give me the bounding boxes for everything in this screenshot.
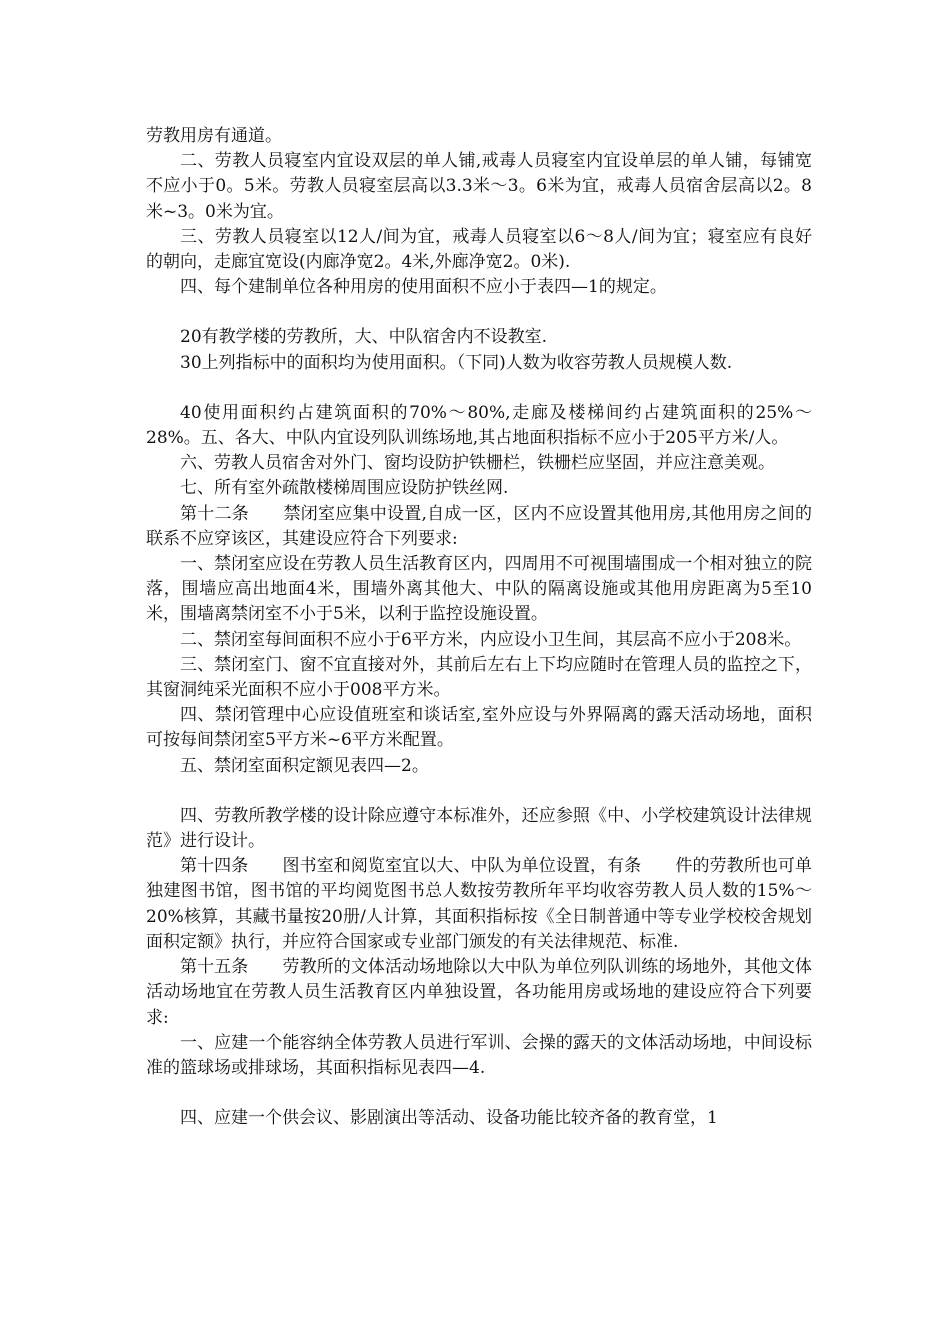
paragraph-3: 三、劳教人员寝室以12人/间为宜，戒毒人员寝室以6～8人/间为宜；寝室应有良好的朝向，走廊宜宽设(内廊净宽2。4米,外廊净宽2。0米). — [146, 226, 812, 273]
paragraph-10: 第十二条 禁闭室应集中设置,自成一区，区内不应设置其他用房,其他用房之间的联系不应穿该区，其建设应符合下列要求: — [146, 503, 812, 549]
paragraph-2: 二、劳教人员寝室内宜设双层的单人铺,戒毒人员寝室内宜设单层的单人铺，每铺宽不应小于0。5米。劳教人员寝室层高以3.3米～3。6米为宜，戒毒人员宿舍层高以2。8米~3。0米为宜。 — [146, 151, 812, 222]
paragraph-16: 四、劳教所教学楼的设计除应遵守本标准外，还应参照《中、小学校建筑设计法律规范》进行设计。 — [146, 805, 812, 852]
spacer — [146, 376, 812, 401]
paragraph-15: 五、禁闭室面积定额见表四—2。 — [180, 755, 429, 776]
paragraph-1: 劳教用房有通道。 — [146, 126, 282, 146]
paragraph-13: 三、禁闭室门、窗不宜直接对外，其前后左右上下均应随时在管理人员的监控之下，其窗洞纯采光面积不应小于008平方米。 — [146, 654, 812, 701]
paragraph-7: 40使用面积约占建筑面积的70%～80%,走廊及楼梯间约占建筑面积的25%～28%。五、各大、中队内宜设列队训练场地,其占地面积指标不应小于205平方米/人。 — [146, 402, 812, 449]
paragraph-11: 一、禁闭室应设在劳教人员生活教育区内，四周用不可视围墙围成一个相对独立的院落，围墙应高出地面4米，围墙外离其他大、中队的隔离设施或其他用房距离为5至10米，围墙离禁闭室不小于5米，以利于监控设施设置。 — [146, 554, 812, 625]
spacer — [146, 779, 812, 804]
paragraph-12: 二、禁闭室每间面积不应小于6平方米，内应设小卫生间，其层高不应小于208米。 — [180, 629, 802, 650]
paragraph-20: 四、应建一个供会议、影剧演出等活动、设备功能比较齐备的教育堂，1 — [180, 1108, 718, 1129]
paragraph-6: 30上列指标中的面积均为使用面积。（下同)人数为收容劳教人员规模人数. — [180, 352, 733, 373]
paragraph-14: 四、禁闭管理中心应设值班室和谈话室,室外应设与外界隔离的露天活动场地，面积可按每间禁闭室5平方米~6平方米配置。 — [146, 705, 812, 751]
paragraph-5: 20有教学楼的劳教所，大、中队宿舍内不设教室. — [180, 327, 548, 348]
paragraph-4: 四、每个建制单位各种用房的使用面积不应小于表四—1的规定。 — [180, 277, 667, 298]
spacer — [146, 300, 812, 325]
paragraph-9: 七、所有室外疏散楼梯周围应设防护铁丝网. — [180, 478, 509, 499]
paragraph-18: 第十五条 劳教所的文体活动场地除以大中队为单位列队训练的场地外，其他文体活动场地宜在劳教人员生活教育区内单独设置，各功能用房或场地的建设应符合下列要求: — [146, 957, 812, 1028]
paragraph-19: 一、应建一个能容纳全体劳教人员进行军训、会操的露天的文体活动场地，中间设标准的篮球场或排球场，其面积指标见表四—4. — [146, 1032, 812, 1078]
paragraph-8: 六、劳教人员宿舍对外门、窗均设防护铁栅栏，铁栅栏应坚固，并应注意美观。 — [180, 453, 775, 474]
spacer — [146, 1081, 812, 1106]
paragraph-17: 第十四条 图书室和阅览室宜以大、中队为单位设置，有条 件的劳教所也可单独建图书馆，图书馆的平均阅览图书总人数按劳教所年平均收容劳教人员人数的15%～20%核算，其藏书量按20册/人计算，其面积指标按《全日制普通中等专业学校校舍规划面积定额》执行，并应符合国家或专业部门颁发的有关法律规范、标准. — [146, 856, 812, 952]
document-body — [146, 124, 812, 1131]
